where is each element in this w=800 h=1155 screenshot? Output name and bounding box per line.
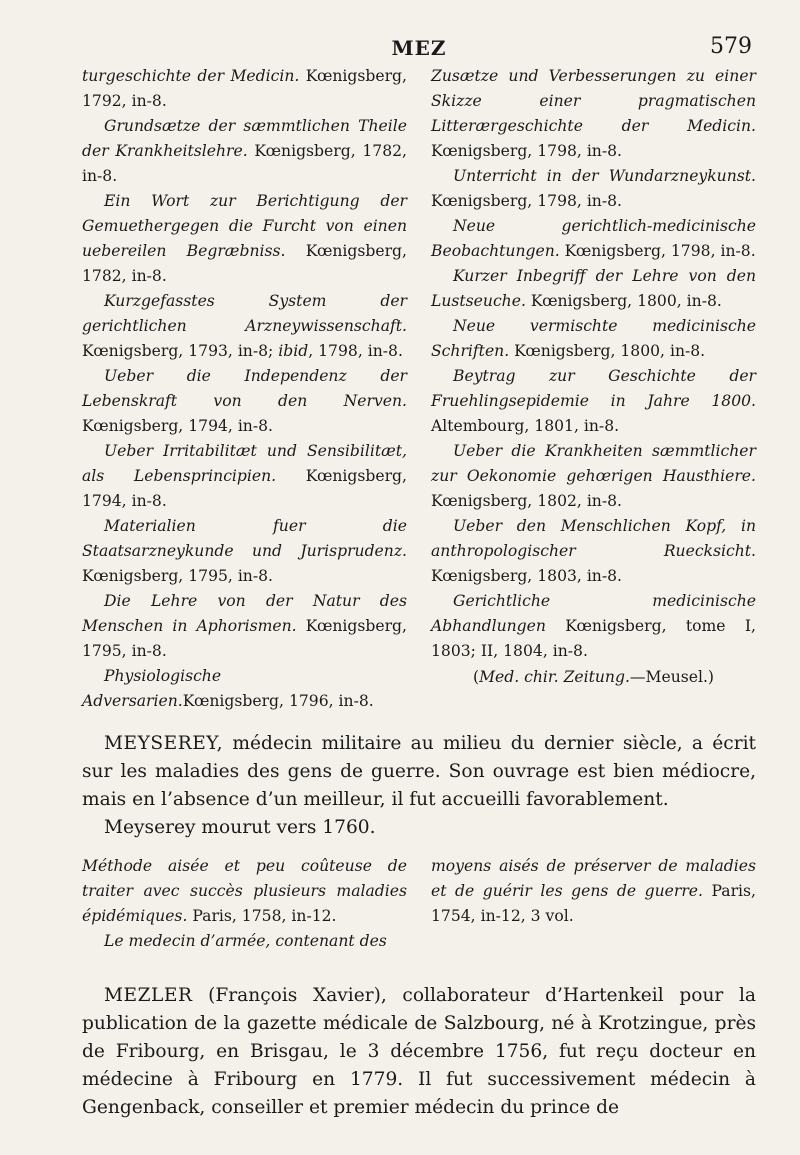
mezler-paragraph [82,982,756,1122]
mezler-text: (François Xavier), collaborateur d’Hartenkeil pour la publication de la gazette médicale de Salzbourg, né à Krotzingue, près de Fribourg, en Brisgau, le 3 décembre 1756, fut reçu docteur en médecine à Fribourg en 1779. Il fut successivement médecin à Gengenback, conseiller et premier médecin du prince de [82,985,756,1118]
entry-title: Beytrag zur Geschichte der Fruehlingsepidemie in Jahre 1800. [431,367,756,410]
source-note-journal: Med. chir. Zeitung. [479,668,630,686]
meyserey-text: médecin militaire au milieu du dernier siècle, a écrit sur les maladies des gens de guerre. Son ouvrage est bien médiocre, mais en l’absence d’un meilleur, il fut accueilli favorablement. [82,733,756,810]
bibliography-entry [431,364,756,439]
entry-imprint: Kœnigsberg, 1803, in-8. [431,567,623,585]
entry-imprint: Kœnigsberg, 1800, in-8. [525,292,722,310]
entry-title: Ueber die Krankheiten sæmmtlicher zur Oekonomie gehœrigen Hausthiere. [431,442,756,485]
entry-imprint: Kœnigsberg, 1782, in-8. [82,142,407,185]
bibliography-entry [82,114,407,189]
left-column [82,64,407,714]
entry-imprint: Paris, 1758, in-12. [187,907,337,925]
entry-imprint: Kœnigsberg, 1798, in-8. [559,242,756,260]
entry-title: Kurzer Inbegriff der Lehre von den Lustseuche. [431,267,756,310]
right-column [431,64,756,714]
source-note [431,664,756,690]
bibliography-entry [431,214,756,264]
bibliography-entry [82,64,407,114]
entry-title: Ein Wort zur Berichtigung der Gemuethergegen die Furcht von einen uebereilen Begræbniss. [82,192,407,260]
entry-imprint: Altembourg, 1801, in-8. [431,417,620,435]
entry-title: moyens aisés de préserver de maladies et de guérir les gens de guerre. [431,857,756,900]
entry-imprint: Kœnigsberg, 1793, in-8; [82,342,279,360]
entry-title: turgeschichte der Medicin. [82,67,300,85]
entry-imprint: Kœnigsberg, 1802, in-8. [431,492,623,510]
page-number: 579 [710,34,752,59]
bibliography-entry [82,189,407,289]
entry-title: Ueber Irritabilitæt und Sensibilitæt, als Lebensprincipien. [82,442,407,485]
entry-title: Unterricht in der Wundarzneykunst. [453,167,756,185]
bibliography-entry [431,64,756,164]
entry-title: Ueber die Independenz der Lebenskraft von den Nerven. [82,367,407,410]
source-note-open: ( [472,668,480,686]
entry-title: Méthode aisée et peu coûteuse de traiter avec succès plusieurs maladies épidémiques. [82,857,407,925]
meyserey-name: MEYSEREY, [104,733,224,754]
entry-title: Materialien fuer die Staatsarzneykunde und Jurisprudenz. [82,517,407,560]
entry-imprint: Kœnigsberg, 1798, in-8. [431,192,623,210]
entry-title: Kurzgefasstes System der gerichtlichen Arzneywissenschaft. [82,292,407,335]
entry-imprint: Kœnigsberg, 1792, in-8. [82,67,407,110]
entry-imprint: Kœnigsberg, 1782, in-8. [82,242,407,285]
entry-imprint-extra: , 1798, in-8. [308,342,403,360]
entry-imprint: Paris, 1754, in-12, 3 vol. [431,882,756,925]
bibliography-entry [431,314,756,364]
running-head: MEZ [391,36,447,60]
bibliography-entry [82,364,407,439]
bibliography-entry [431,164,756,214]
page-header [82,34,756,64]
meyserey-death: Meyserey mourut vers 1760. [104,817,376,838]
entry-imprint: Kœnigsberg, 1796, in-8. [182,692,374,710]
entry-title: Le medecin d’armée, contenant des [104,932,387,950]
entry-title: Zusætze und Verbesserungen zu einer Skizze einer pragmatischen Litterærgeschichte der Medicin. [431,67,756,135]
meyserey-paragraph [82,730,756,814]
bibliography-entry [82,929,407,954]
bibliography-entry [431,439,756,514]
bibliography-entry [431,514,756,589]
bibliography-entry [431,589,756,664]
mezler-name: MEZLER [104,985,193,1006]
entry-imprint: Kœnigsberg, tome I, 1803; II, 1804, in-8. [431,617,756,660]
source-note-author: —Meusel.) [629,668,715,686]
bibliography-entry [82,589,407,664]
meyserey-works-right [431,854,756,954]
entry-title: Gerichtliche medicinische Abhandlungen [431,592,756,635]
entry-title: Die Lehre von der Natur des Menschen in Aphorismen. [82,592,407,635]
bibliography-entry [82,664,407,714]
bibliography-entry [82,439,407,514]
entry-imprint: Kœnigsberg, 1798, in-8. [431,142,623,160]
bibliography-entry [82,514,407,589]
entry-title: Physiologische Adversarien. [82,667,222,710]
bibliography-entry [82,289,407,364]
entry-imprint: Kœnigsberg, 1795, in-8. [82,567,274,585]
entry-imprint: Kœnigsberg, 1794, in-8. [82,417,274,435]
bibliography-entry [431,854,756,929]
entry-title: Neue gerichtlich-medicinische Beobachtungen. [431,217,756,260]
entry-title: Neue vermischte medicinische Schriften. [431,317,756,360]
meyserey-works [82,854,756,954]
meyserey-works-left [82,854,407,954]
entry-imprint: Kœnigsberg, 1795, in-8. [82,617,407,660]
bibliography-columns [82,64,756,714]
entry-imprint: Kœnigsberg, 1800, in-8. [509,342,706,360]
entry-title: Grundsætze der sæmmtlichen Theile der Krankheitslehre. [82,117,407,160]
entry-imprint: Kœnigsberg, 1794, in-8. [82,467,407,510]
bibliography-entry [431,264,756,314]
bibliography-entry [82,854,407,929]
entry-ibid: ibid [278,342,309,360]
entry-title: Ueber den Menschlichen Kopf, in anthropologischer Ruecksicht. [431,517,756,560]
